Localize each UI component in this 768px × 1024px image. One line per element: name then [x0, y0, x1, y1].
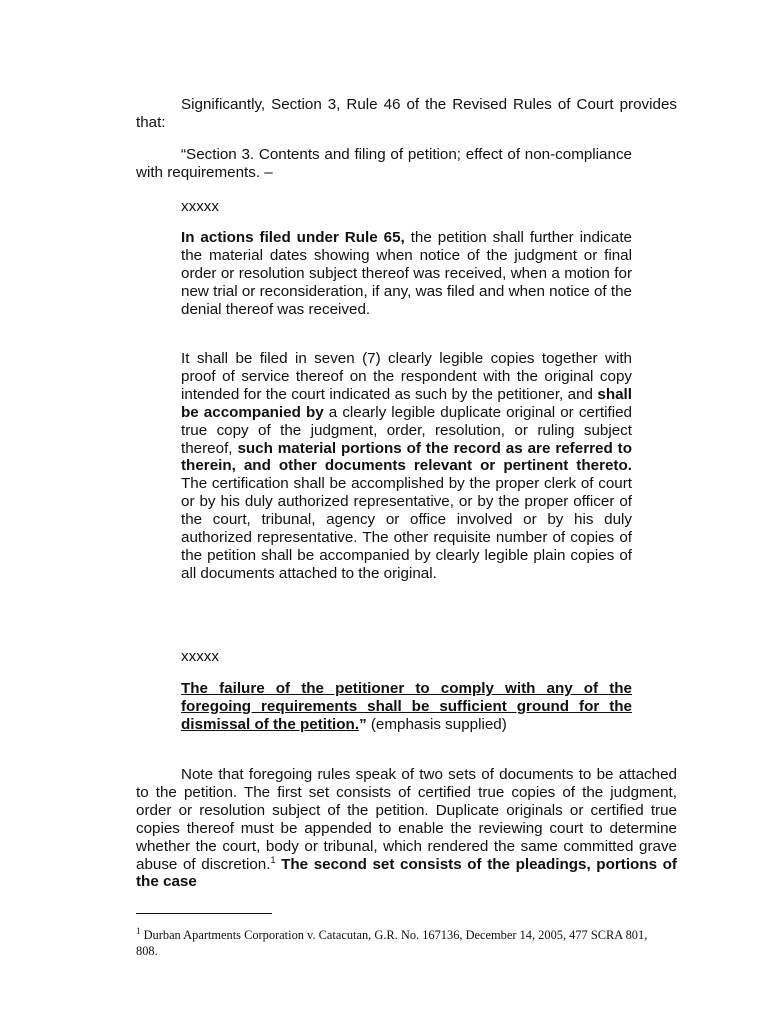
- bold-phrase: The second set consists of the pleadings, portions of the case: [136, 855, 677, 891]
- ellipsis-marker: xxxxx: [181, 198, 219, 215]
- footnote: [136, 928, 656, 959]
- paragraph-filing-requirements: [181, 350, 632, 583]
- paragraph-intro: Significantly, Section 3, Rule 46 of the Revised Rules of Court provides that:: [136, 96, 677, 131]
- ellipsis-marker: xxxxx: [181, 648, 219, 665]
- footnote-reference: 1: [270, 854, 276, 865]
- paragraph-text: Note that foregoing rules speak of two sets of documents to be attached to the petition. The first set consists of certified true copies of the judgment, order or resolution subject of the petition. Duplicate originals or certified true copies thereof must be appended to enable the reviewing court to determine whether the court, body or tribunal, which rendered the same committed grave abuse of discretion.: [136, 766, 677, 873]
- bold-phrase: such material portions of the record as are referred to therein, and other documents relevant or pertinent thereto.: [181, 439, 632, 475]
- paragraph-note: [136, 766, 677, 891]
- bold-phrase: In actions filed under Rule 65,: [181, 229, 405, 246]
- closing-quote: ”: [359, 715, 367, 733]
- paragraph-rule65: [181, 229, 632, 319]
- underlined-phrase: The failure of the petitioner to comply with any of the foregoing requirements shall be sufficient ground for the dismissal of the petition.: [181, 680, 632, 733]
- footnote-number: 1: [136, 926, 141, 937]
- paragraph-text: the petition shall further indicate the material dates showing when notice of the judgment or final order or resolution subject thereof was received, when a motion for new trial or reconsideration, if any, was filed and when notice of the denial thereof was received.: [181, 229, 632, 318]
- footnote-divider: [136, 913, 272, 914]
- bold-phrase: shall be accompanied by: [181, 385, 632, 421]
- paragraph-failure-consequence: [181, 680, 632, 734]
- footnote-text: Durban Apartments Corporation v. Catacutan, G.R. No. 167136, December 14, 2005, 477 SCRA 801, 808.: [136, 928, 648, 958]
- paragraph-text: It shall be filed in seven (7) clearly legible copies together with proof of service thereof on the respondent with the original copy intended for the court indicated as such by the petitioner, and: [181, 350, 632, 403]
- paragraph-section-heading: “Section 3. Contents and filing of petition; effect of non-compliance with requirements. –: [136, 146, 632, 181]
- paragraph-text: (emphasis supplied): [366, 715, 507, 733]
- paragraph-text: a clearly legible duplicate original or certified true copy of the judgment, order, resolution, or ruling subject thereof,: [181, 403, 633, 457]
- paragraph-text: The certification shall be accomplished by the proper clerk of court or by his duly authorized representative, or by the proper officer of the court, tribunal, agency or office involved or by his duly authorized representative. The other requisite number of copies of the petition shall be accompanied by clearly legible plain copies of all documents attached to the original.: [181, 475, 632, 582]
